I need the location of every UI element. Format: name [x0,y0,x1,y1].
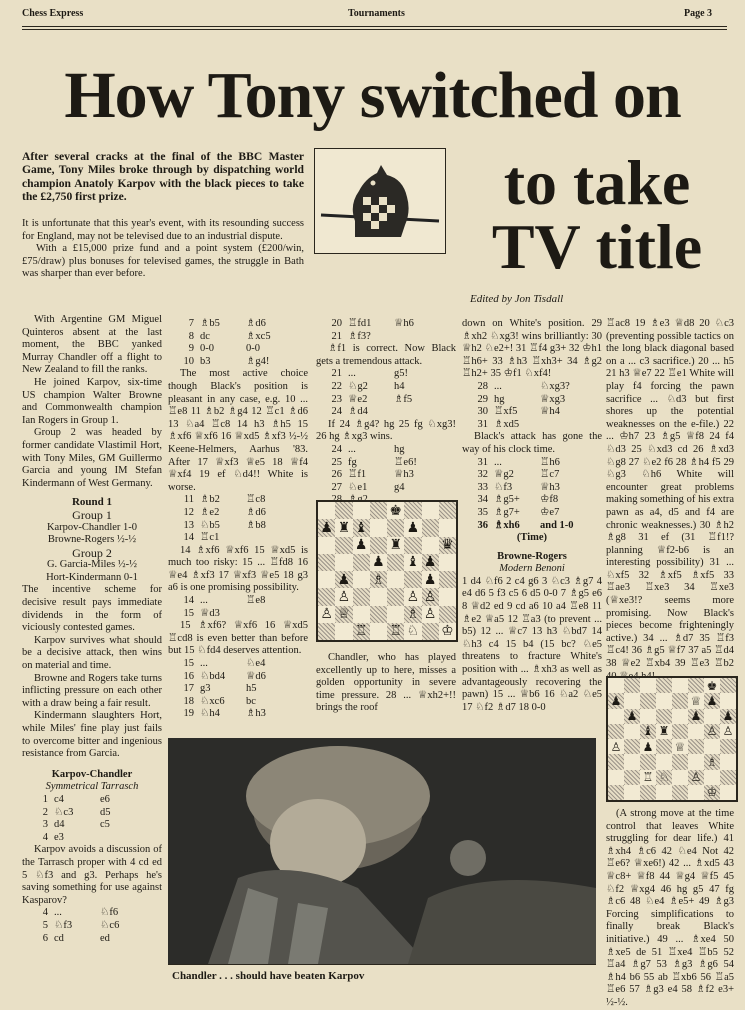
chess-piece-icon: ♚ [389,502,402,519]
board-square [624,754,640,769]
board-square [656,678,672,693]
board-square [353,606,370,623]
board-square [704,709,720,724]
headline: How Tony switched on [64,59,681,132]
board-square [335,606,352,623]
chess-piece-icon: ♟ [690,709,702,724]
annotation: ♖ac8 19 ♗e3 ♕d8 20 ♘c3 (preventing possible tactics on the long black diagonal based on a ... c3 sacrifice.) 20 ... h5 21 h3 ♕e7 22 ♖e1 White will play f4 forcing the pawn sacrifice ... ♘d3 but first shores up the potential weaknesses on the e-file.) 22 ... ♔h7 23 ♗g5 ♕f8 24 f4 ♘d3 25 ♘xd3 cd 26 ♗xd3 ♘g8 27 ♘e2 f6 28 ♗h4 f5 29 ♘g3 ♘h6 White will encounter great problems making something of his extra pawn as a4, d5 and f4 are chronic weaknesses.) 30 ♗h2 ♗g8 31 ef (31 ♖f1!? planning ♕f2-b6 is an interesting possibility) 31 ... ♘xf5 32 ♗xf5 ♗xf5 33 ♖ae3 ♖xe3 34 ♖xe3 (♕xe3!? seems more promising. Now Black's pieces become frighteningly active.) 34 ... ♗d7 35 ♖f3 ♖c4! 36 ♗g5 ♕f7 37 a5 ♖d4 38 ♕e2 ♖xb4 39 ♖e3 ♖b2 [606,318,735,670]
move-row: 26 ♖f1 ♕h3 [331,469,414,481]
move-row: 35 ♗g7+ ♔e7 [477,506,560,518]
move-row: 11 ♗b2 ♖c8 [183,494,266,506]
board-square [353,623,370,640]
board-square [370,606,387,623]
section-name: Tournaments [348,8,405,19]
board-square [404,571,421,588]
group-heading: Group 1 [72,507,112,522]
board-square [422,519,439,536]
chess-piece-icon: ♜ [337,519,351,536]
chess-piece-icon: ♝ [406,554,420,571]
annotation: The most active choice though Black's position is pleasant in any case, e.g. 10 ... ♖e8 11 ♗b2 ♗g4 12 ♖c1 ♗d6 13 ♘a4 ♖c8 14 h3 ♗h5 15 ♗xf6 ♕xf6 16 ♕xd5 ♗xf3 ½-½ Keene-Helmers, Aarhus '83. After 17 ♕xf3 ♕e5 18 ♕f4 ♕xf4 19 ef ♘d4!! White is worse. [168,368,308,493]
result-line: G. Garcia-Miles ½-½ [46,559,138,571]
board-square [439,502,456,519]
chess-piece-icon: ♙ [610,739,622,754]
chess-piece-icon: ♕ [674,739,686,754]
move-row: 7 ♗b5 ♗d6 [188,318,266,329]
board-square [353,571,370,588]
chess-piece-icon: ♖ [354,623,368,640]
chess-piece-icon: ♚ [706,678,718,693]
chess-piece-icon: ♗ [372,571,385,588]
chess-piece-icon: ♟ [354,537,368,554]
move-list [22,794,162,844]
board-square [704,785,720,800]
board-square [335,571,352,588]
photo-figure [168,738,596,964]
chess-piece-icon: ♘ [658,770,670,785]
board-square [318,554,335,571]
chess-piece-icon: ♟ [722,709,734,724]
chess-piece-icon: ♙ [423,588,437,605]
board-square [318,623,335,640]
board-square [370,588,387,605]
body-para: Browne and Rogers take turns inflicting pressure on each other with a draw being a fair result. [22,672,162,709]
board-square [688,754,704,769]
board-square [422,571,439,588]
board-square [640,739,656,754]
board-square [720,709,736,724]
move-row: 21 ♗f3? [331,330,371,342]
annotation: 1 d4 ♘f6 2 c4 g6 3 ♘c3 ♗g7 4 e4 d6 5 f3 c5 6 d5 0-0 7 ♗g5 e6 8 ♕d2 ed 9 cd a6 10 a4 ♖e8 11 ♗e2 ♕a5 12 ♖a3 (to prevent ... b5) 12 ... ♕c7 13 h3 ♘bd7 14 ♘h3 c4 15 b4 (15 bc? ♘e5 threatens to fracture White's position with ... ♗xh3 as well as advantageously recovering the pawn) 15 ... ♕b6 16 ♘a2 ♘e5 17 ♘f2 ♗d7 18 0-0 [462,575,602,713]
board-square [720,754,736,769]
board-square [335,519,352,536]
header-rule-2 [22,29,727,30]
board-square [656,754,672,769]
move-row: 28 ... ♘xg3? [477,380,570,392]
byline: Edited by Jon Tisdall [470,293,564,305]
chess-piece-icon: ♟ [626,709,638,724]
body-para: Karpov survives what should be a decisive attack, then wins on material and time. [22,634,162,672]
chess-piece-icon: ♘ [406,623,420,640]
board-square [720,678,736,693]
body-para: Group 2 was headed by former candidate Vlastimil Hort, with Tony Miles, GM Guillermo Garcia and young IM Stefan Kindermann of West Germany. [22,427,162,489]
board-square [422,554,439,571]
annotation: 15 ♗xf6? ♕xf6 16 ♕xd5 ♖cd8 is even better than before but 15 ♘fd4 deserves attention. [168,620,308,657]
body-para: The incentive scheme for decisive result pays immediate dividends in the form of viciously contested games. [22,584,162,634]
opening-name: Modern Benoni [499,563,565,575]
magazine-name: Chess Express [22,8,84,19]
board-square [704,693,720,708]
chess-piece-icon: ♔ [441,623,454,640]
board-square [318,537,335,554]
chess-piece-icon: ♙ [320,606,333,623]
chess-piece-icon: ♙ [690,770,702,785]
intro-para: With a £15,000 prize fund and a point system (£200/win, £75/draw) plus bonuses for televised games, the struggle in Bath was sharper than ever before. [22,243,304,280]
board-square [370,537,387,554]
board-square [608,785,624,800]
round-heading: Round 1 [71,496,113,509]
chess-piece-icon: ♗ [706,754,718,769]
board-square [640,724,656,739]
chess-piece-icon: ♙ [706,724,718,739]
chess-piece-icon: ♟ [406,519,420,536]
board-square [608,754,624,769]
chess-piece-icon: ♟ [610,693,622,708]
board-square [720,693,736,708]
board-square [672,724,688,739]
board-square [624,770,640,785]
chess-piece-icon: ♝ [354,519,368,536]
board-square [353,502,370,519]
board-square [370,519,387,536]
move-list [316,318,456,343]
chess-piece-icon: ♟ [372,554,385,571]
board-square [656,770,672,785]
board-square [688,709,704,724]
board-square [422,588,439,605]
chess-piece-icon: ♕ [337,606,351,623]
board-square [387,537,404,554]
board-square [656,785,672,800]
board-square [439,623,456,640]
board-square [387,571,404,588]
board-square [624,709,640,724]
board-square [720,770,736,785]
move-row: 5 ♘f3 ♘c6 [42,919,120,931]
move-row: 32 ♕g2 ♖c7 [477,469,560,481]
board-square [640,693,656,708]
chess-piece-icon: ♟ [423,571,437,588]
chess-piece-icon: ♟ [423,554,437,571]
move-row: 13 ♘b5 ♗b8 [183,519,266,531]
board-square [608,678,624,693]
board-square [353,554,370,571]
chess-piece-icon: ♙ [722,724,734,739]
photo-chandler [168,738,596,964]
move-row: 15 ... ♘e4 [183,658,266,670]
chess-piece-icon: ♖ [389,623,402,640]
move-list [168,318,308,368]
chess-piece-icon: ♜ [389,537,402,554]
board-square [439,606,456,623]
chess-diagram-1 [316,500,458,642]
move-row: 34 ♗g5+ ♔f8 [477,494,559,506]
annotation: ♗f1 is correct. Now Black gets a tremendous attack. [316,343,456,367]
board-square [624,739,640,754]
board-square [704,739,720,754]
board-square [387,554,404,571]
board-square [640,709,656,724]
board-square [404,519,421,536]
chess-piece-icon: ♙ [337,588,351,605]
board-square [387,519,404,536]
intro-text [22,218,304,281]
board-square [335,623,352,640]
move-list [462,381,602,431]
move-row: 14 ... ♖e8 [183,595,266,607]
board-square [720,785,736,800]
board-square [422,623,439,640]
board-square [335,537,352,554]
chess-piece-icon: ♔ [706,785,718,800]
board-square [672,739,688,754]
move-list [168,595,308,620]
board-square [656,709,672,724]
annotation: 14 ♗xf6 ♕xf6 15 ♕xd5 is much too risky: 15 ... ♖fd8 16 ♕e4 ♗xf3 17 ♕xf3 ♕e5 18 g3 a6 is one promising possibility. [168,544,308,594]
move-row: 14 ♖c1 [183,532,220,544]
board-square [318,588,335,605]
move-list [316,444,456,507]
board-square [656,693,672,708]
result-line: Browne-Rogers ½-½ [47,534,137,546]
board-square [624,678,640,693]
chess-piece-icon: ♙ [406,588,420,605]
board-square [640,678,656,693]
move-row: 3 d4 c5 [42,819,110,831]
board-square [353,519,370,536]
game-title: Karpov-Chandler [51,768,133,780]
move-row: 17 g3 h5 [183,683,257,695]
board-square [422,502,439,519]
chess-piece-icon: ♖ [642,770,654,785]
chess-diagram-2 [606,676,738,802]
board-square [656,739,672,754]
board-square [353,537,370,554]
board-square [688,678,704,693]
chess-piece-icon: ♟ [337,571,351,588]
board-square [640,754,656,769]
annotation: down on White's position. 29 ♗xh2 ♘xg3! wins brilliantly: 30 ♕h2 ♘e2+! 31 ♖f4 g3+ 32 ♔h1 ♖h6+ 33 ♗h3 ♖xh3+ 34 ♗g2 ♖h2+ 35 ♔f1 ♘xf4! [462,318,602,380]
board-square [387,606,404,623]
move-row: 30 ♖xf5 ♕h4 [477,406,560,418]
move-row: 25 fg ♖e6! [331,456,417,468]
move-row: 10 b3 ♗g4! [183,355,270,367]
page-number: Page 3 [684,8,713,19]
board-square [672,770,688,785]
move-row: 1 c4 e6 [42,793,110,805]
move-row: 4 ... ♘f6 [42,907,119,919]
board-square [318,606,335,623]
intro-para: It is unfortunate that this year's event, with its resounding success for England, may not be televised due to an industrial dispute. [22,218,304,242]
board-square [720,724,736,739]
move-list [22,907,162,945]
board-square [624,693,640,708]
result-line: Hort-Kindermann 0-1 [46,571,138,583]
chess-piece-icon: ♟ [320,519,333,536]
move-row: 12 ♗e2 ♗d6 [183,506,266,518]
board-square [439,554,456,571]
move-list [316,368,456,418]
annotation: (A strong move at the time control that leaves White struggling for dear life.) 41 ♗xh4 ♗c6 42 ♘e4 Not 42 ♖e6? ♕xe6!) 42 ... ♗xd5 43 ♕c8+ ♕f8 44 ♕g4 ♕f5 45 ♘f2 ♕xg4 46 hg g5 47 fg ♗c6 48 ♘e4 ♗e5+ 49 ♗g3 Forcing simplifications to finally break Black's initiative.) 49 ... ♗xe4 50 ♗xe5 de 51 ♖xe4 ♖b5 52 ♖a4 ♗g7 53 ♗g3 ♗g6 54 ♗h4 b6 55 ab ♖xb6 56 ♖a5 ♖e6 57 ♗g3 e4 58 ♗f2 e3+ ½-½. [606,808,734,1008]
game-title: Browne-Rogers [497,550,567,562]
board-square [624,785,640,800]
move-row: 9 0-0 0-0 [188,343,260,355]
column-1 [22,314,162,945]
board-square [335,554,352,571]
board-square [422,537,439,554]
board-square [608,770,624,785]
chess-piece-icon: ♟ [706,693,718,708]
subtitle-line2: TV title [491,211,703,282]
column-2 [168,318,308,721]
board-square [688,739,704,754]
board-square [404,502,421,519]
annotation: Chandler, who has played excellently up to here, misses a golden opportunity in severe time pressure. 28 ... ♕xh2+!! brings the roof [316,652,456,714]
board-square [439,571,456,588]
move-list [168,658,308,721]
chess-piece-icon: ♜ [658,724,670,739]
board-square [404,623,421,640]
lead-paragraph: After several cracks at the final of the BBC Master Game, Tony Miles broke through by dispatching world champion Anatoly Karpov with the black pieces to take the £2,750 first prize. [22,150,304,204]
chess-piece-icon: ♟ [642,739,654,754]
board-square [672,709,688,724]
move-row: 31 ♗xd5 [477,418,520,430]
column-4 [462,318,602,714]
chess-piece-icon: ♙ [423,606,437,623]
move-row: 24 ♗d4 [331,406,368,418]
annotation: Black's attack has gone the way of his clock time. [462,431,602,455]
header-rule [22,26,727,27]
chess-piece-icon: ♗ [406,606,420,623]
board-square [720,739,736,754]
annotation: If 24 ♗g4? hg 25 fg ♘xg3! 26 hg ♗xg3 wins. [316,418,456,443]
board-square [608,693,624,708]
annotation: Karpov avoids a discussion of the Tarrasch proper with 4 cd ed 5 ♘f3 and g3. Perhaps he's saving something for use against Kasparov? [22,844,162,906]
move-row: 2 ♘c3 d5 [42,806,111,818]
column-3 [316,318,456,507]
knight-logo [314,148,446,254]
move-row: 4 e3 [42,831,64,843]
board-square [387,502,404,519]
board-square [640,770,656,785]
board-square [640,785,656,800]
board-square [387,623,404,640]
move-row: 21 ... g5! [331,368,408,380]
board-square [688,693,704,708]
board-square [672,678,688,693]
board-square [353,588,370,605]
board-square [404,537,421,554]
chess-knight-icon [315,149,445,253]
board-square [672,785,688,800]
board-square [439,519,456,536]
chess-piece-icon: ♕ [690,693,702,708]
move-list [462,457,602,533]
board-square [422,606,439,623]
caption-rule [168,964,596,965]
subtitle-line1: to take [503,147,691,218]
move-list [168,494,308,544]
move-row: 20 ♖fd1 ♕h6 [331,318,414,329]
column-3-bottom [316,652,456,715]
board-square [704,678,720,693]
board-square [624,724,640,739]
board-square [370,502,387,519]
board-square [688,770,704,785]
move-row: 19 ♘h4 ♗h3 [183,708,266,720]
body-para: With Argentine GM Miguel Quinteros absent at the last moment, the BBC yanked Murray Chandler off a flight to New Zealand to fill the ranks. [22,314,162,376]
group-heading: Group 2 [72,545,112,560]
move-row: 33 ♘f3 ♕h3 [477,481,560,493]
board-square [335,588,352,605]
board-square [704,770,720,785]
board-square [387,588,404,605]
move-row: 31 ... ♖h6 [477,456,560,468]
move-row: 22 ♘g2 h4 [331,380,405,392]
board-square [688,724,704,739]
board-square [370,554,387,571]
opening-name: Symmetrical Tarrasch [45,781,139,793]
board-square [608,739,624,754]
move-row: 16 ♘bd4 ♕d6 [183,670,266,682]
board-square [370,571,387,588]
board-square [439,537,456,554]
move-row: 36 ♗xh6 and 1-0 [477,519,574,531]
move-row: 29 hg ♕xg3 [477,393,566,405]
board-square [608,724,624,739]
board-square [335,502,352,519]
move-row: 23 ♕e2 ♗f5 [331,393,413,405]
move-row: 24 ... hg [331,443,405,455]
board-square [318,519,335,536]
chess-piece-icon: ♝ [642,724,654,739]
board-square [688,785,704,800]
result-line: Karpov-Chandler 1-0 [46,521,138,533]
time-note: (Time) [516,532,548,544]
board-square [704,754,720,769]
move-row: 15 ♕d3 [183,607,220,619]
board-square [672,754,688,769]
board-square [404,588,421,605]
body-para: Kindermann slaughters Hort, while Miles' fine play just fails to overcome bitter and ingenious resistance from Garcia. [22,710,162,760]
board-square [656,724,672,739]
column-5 [606,318,734,683]
board-square [608,709,624,724]
move-row: 8 dc ♗xc5 [188,330,271,342]
board-square [404,554,421,571]
board-square [704,724,720,739]
move-row: 18 ♘xc6 bc [183,695,256,707]
column-5-bottom [606,808,734,1010]
board-square [318,571,335,588]
board-square [370,623,387,640]
body-para: He joined Karpov, six-time US champion Walter Browne and Commonwealth champion Ian Rogers in Group 1. [22,376,162,426]
board-square [404,606,421,623]
move-row: 27 ♘e1 g4 [331,481,405,493]
board-square [672,693,688,708]
move-row: 6 cd ed [42,932,110,944]
chess-piece-icon: ♛ [441,537,454,554]
board-square [318,502,335,519]
photo-caption: Chandler . . . should have beaten Karpov [172,970,365,982]
board-square [439,588,456,605]
